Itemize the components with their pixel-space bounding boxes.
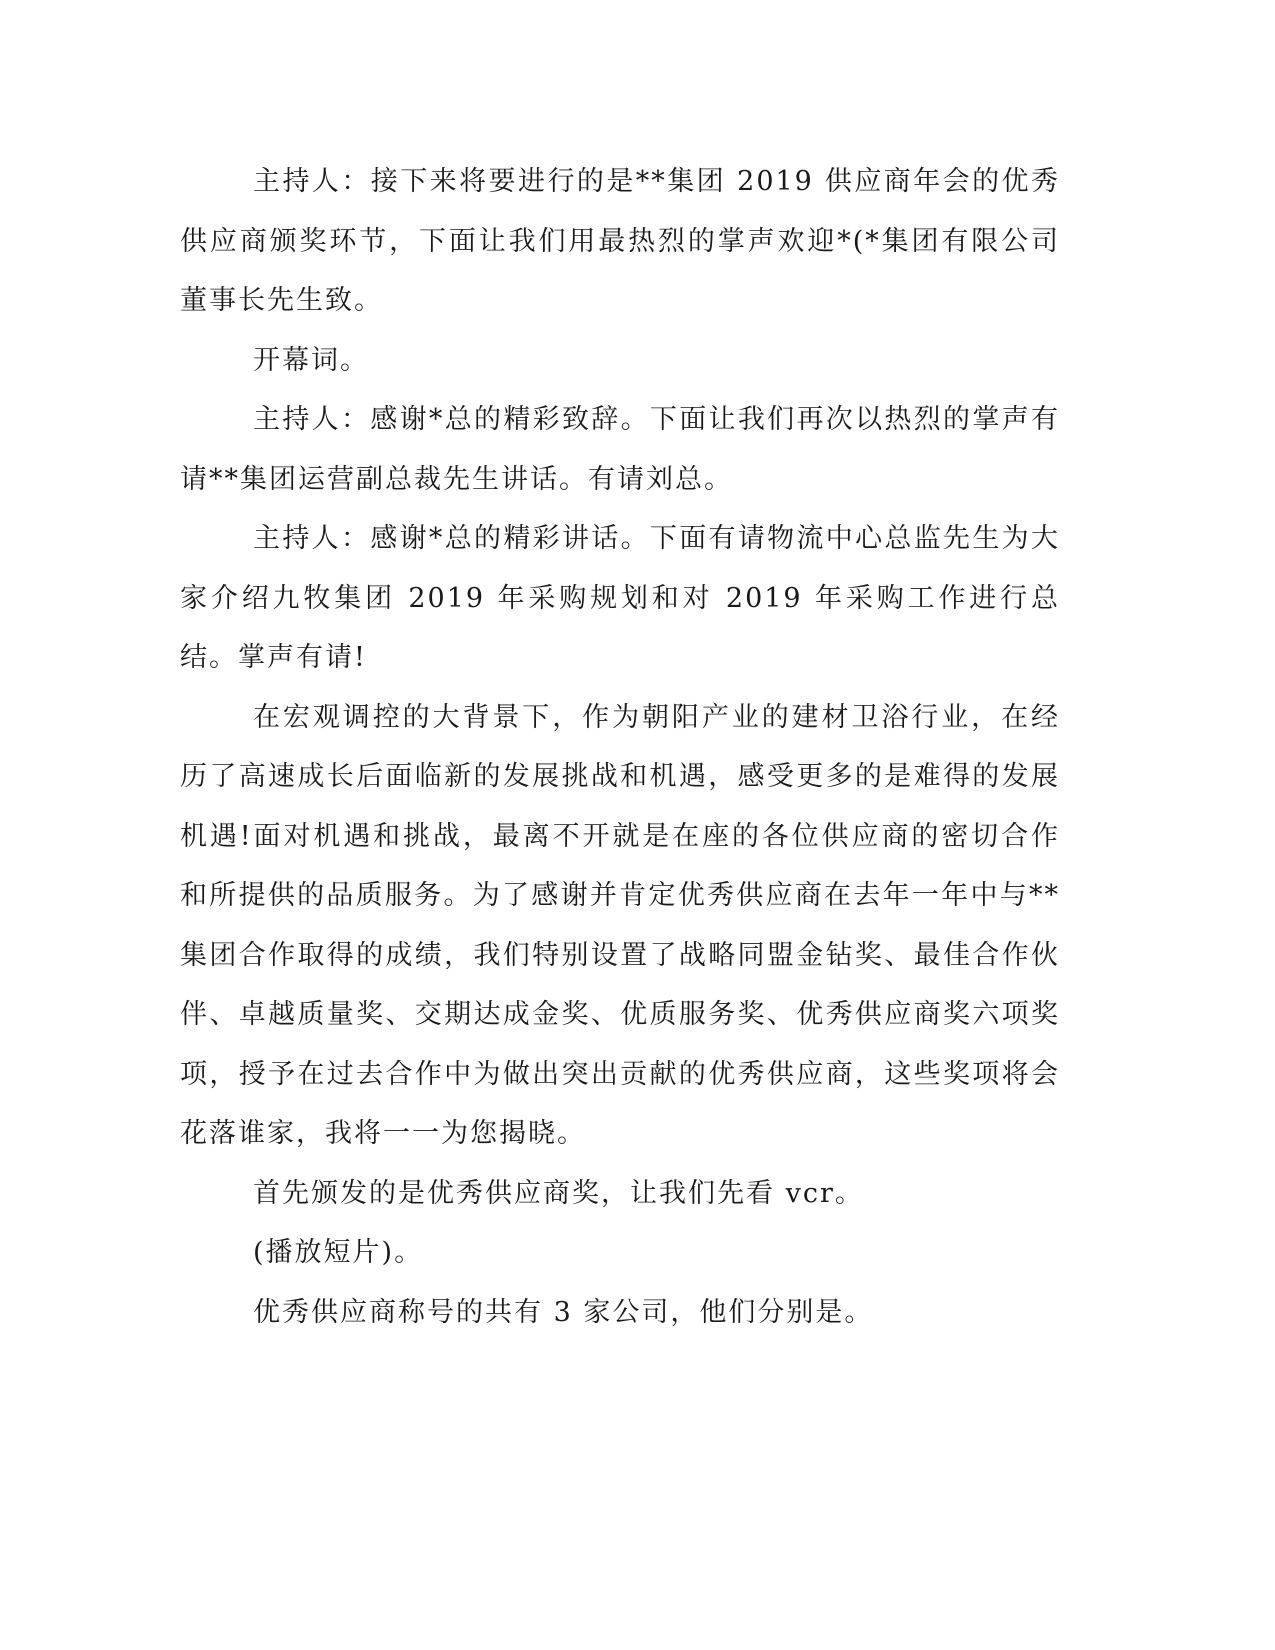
paragraph-play-video: (播放短片)。 <box>253 1237 424 1268</box>
paragraph-host-thanks-vp: 主持人：感谢*总的精彩致辞。下面让我们再次以热烈的掌声有请**集团运营副总裁先生讲话。有请刘总。 <box>180 404 1060 495</box>
paragraph-host-intro: 主持人：接下来将要进行的是**集团 2019 供应商年会的优秀供应商颁奖环节，下面让我们用最热烈的掌声欢迎*(*集团有限公司董事长先生致。 <box>180 166 1060 316</box>
paragraph-awards-background: 在宏观调控的大背景下，作为朝阳产业的建材卫浴行业，在经历了高速成长后面临新的发展挑战和机遇，感受更多的是难得的发展机遇!面对机遇和挑战，最离不开就是在座的各位供应商的密切合作和所提供的品质服务。为了感谢并肯定优秀供应商在去年一年中与**集团合作取得的成绩，我们特别设置了战略同盟金钻奖、最佳合作伙伴、卓越质量奖、交期达成金奖、优质服务奖、优秀供应商奖六项奖项，授予在过去合作中为做出突出贡献的优秀供应商，这些奖项将会花落谁家，我将一一为您揭晓。 <box>180 701 1060 1149</box>
paragraph-host-thanks-logistics: 主持人：感谢*总的精彩讲话。下面有请物流中心总监先生为大家介绍九牧集团 2019 年采购规划和对 2019 年采购工作进行总结。掌声有请! <box>180 523 1060 673</box>
paragraph-opening-speech: 开幕词。 <box>253 344 369 376</box>
paragraph-winners-intro: 优秀供应商称号的共有 3 家公司，他们分别是。 <box>253 1296 874 1328</box>
paragraph-first-award: 首先颁发的是优秀供应商奖，让我们先看 vcr。 <box>253 1177 864 1209</box>
document-body <box>180 152 1060 1342</box>
